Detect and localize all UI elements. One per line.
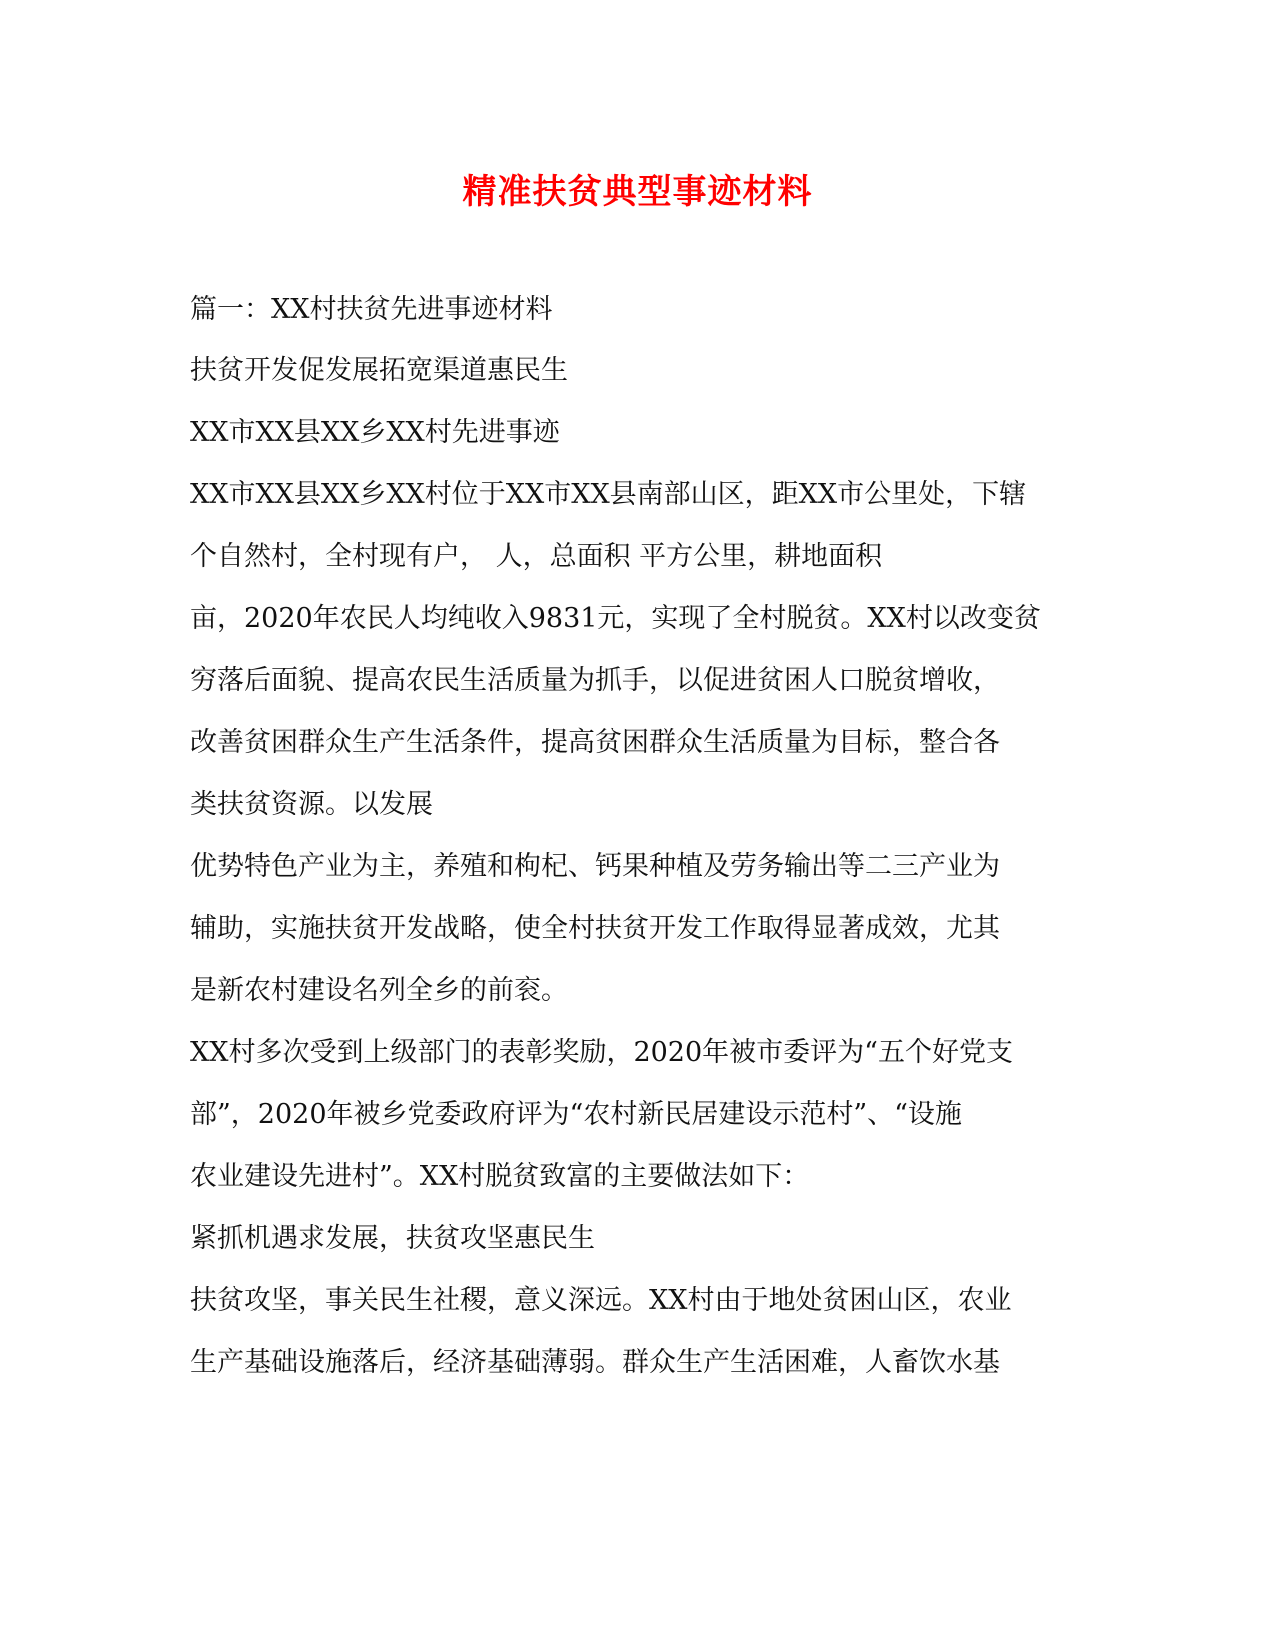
text-line: 优势特色产业为主，养殖和枸杞、钙果种植及劳务输出等二三产业为 [190,851,1000,882]
text-line: 扶贫攻坚，事关民生社稷，意义深远。XX村由于地处贫困山区，农业 [190,1285,1012,1316]
document-title: 精准扶贫典型事迹材料 [462,172,813,212]
text-line: 穷落后面貌、提高农民生活质量为抓手，以促进贫困人口脱贫增收， [190,665,1000,696]
text-line: 是新农村建设名列全乡的前衮。 [190,975,568,1006]
text-line: 改善贫困群众生产生活条件，提高贫困群众生活质量为目标，整合各 [190,727,1000,758]
text-line: 部”，2020年被乡党委政府评为“农村新民居建设示范村”、“设施 [190,1099,962,1130]
text-line: 类扶贫资源。以发展 [190,789,433,820]
text-line: XX市XX县XX乡XX村位于XX市XX县南部山区，距XX市公里处，下辖 [190,479,1027,510]
text-line: 亩，2020年农民人均纯收入9831元，实现了全村脱贫。XX村以改变贫 [190,603,1041,634]
text-line: 生产基础设施落后，经济基础薄弱。群众生产生活困难，人畜饮水基 [190,1347,1000,1378]
text-line: 个自然村，全村现有户， 人，总面积 平方公里，耕地面积 [190,541,883,572]
text-line: 扶贫开发促发展拓宽渠道惠民生 [190,355,568,386]
text-line: XX市XX县XX乡XX村先进事迹 [190,417,560,448]
text-line: 辅助，实施扶贫开发战略，使全村扶贫开发工作取得显著成效，尤其 [190,913,1000,944]
text-line: 紧抓机遇求发展，扶贫攻坚惠民生 [190,1223,595,1254]
text-line: 农业建设先进村”。XX村脱贫致富的主要做法如下： [190,1161,810,1192]
text-line: 篇一：XX村扶贫先进事迹材料 [190,294,553,325]
text-line: XX村多次受到上级部门的表彰奖励，2020年被市委评为“五个好党支 [190,1037,1013,1068]
